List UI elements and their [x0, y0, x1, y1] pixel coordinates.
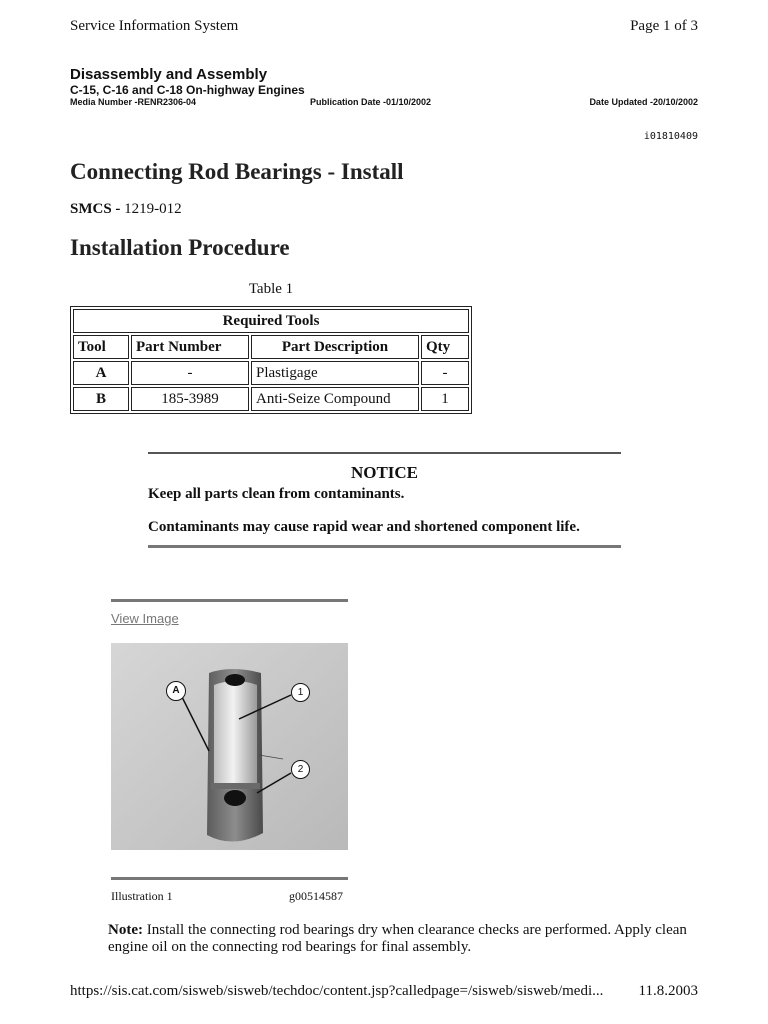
figure-top-rule	[111, 599, 348, 602]
illustration-id: g00514587	[289, 889, 343, 903]
doc-title: Disassembly and Assembly	[70, 66, 268, 83]
smcs-label: SMCS -	[70, 201, 121, 217]
table-cell: -	[421, 361, 469, 385]
note-text: Install the connecting rod bearings dry when clearance checks are performed. Apply clean engine oil on the connecting rod bearings for final assembly.	[108, 922, 687, 955]
page-header-left: Service Information System	[70, 18, 239, 34]
footer-date: 11.8.2003	[638, 983, 698, 999]
section-title: Installation Procedure	[70, 235, 290, 260]
page-title: Connecting Rod Bearings - Install	[70, 159, 404, 184]
column-header: Qty	[421, 335, 469, 359]
illustration-caption: Illustration 1	[111, 889, 173, 903]
table-cell: Plastigage	[251, 361, 419, 385]
table-header-row	[73, 335, 469, 359]
smcs-value: 1219-012	[124, 201, 182, 217]
media-number: Media Number -RENR2306-04	[70, 97, 197, 107]
figure-bottom-rule	[111, 877, 348, 880]
page-number: Page 1 of 3	[630, 18, 698, 34]
column-header: Tool	[73, 335, 129, 359]
table-caption: Table 1	[248, 281, 294, 297]
column-header: Part Description	[251, 335, 419, 359]
column-header: Part Number	[131, 335, 249, 359]
callout-2: 2	[291, 760, 310, 779]
table-row	[73, 361, 469, 385]
note-paragraph	[108, 922, 688, 956]
notice-line-2: Contaminants may cause rapid wear and shortened component life.	[148, 519, 580, 535]
bearing-photo	[111, 643, 348, 850]
footer-url: https://sis.cat.com/sisweb/sisweb/techdoc/content.jsp?calledpage=/sisweb/sisweb/medi...	[70, 983, 604, 999]
notice-line-1: Keep all parts clean from contaminants.	[148, 486, 405, 502]
callout-1: 1	[291, 683, 310, 702]
bearing-illustration	[111, 643, 348, 850]
table-title: Required Tools	[73, 309, 469, 333]
notice-bottom-rule	[148, 545, 621, 548]
notice-top-rule	[148, 452, 621, 454]
table-cell: 1	[421, 387, 469, 411]
table-cell: Anti-Seize Compound	[251, 387, 419, 411]
notice-title: NOTICE	[350, 463, 419, 482]
publication-date: Publication Date -01/10/2002	[310, 97, 432, 107]
table-row	[73, 387, 469, 411]
callout-a: A	[166, 681, 186, 701]
document-id: i01810409	[643, 131, 698, 142]
table-cell: A	[73, 361, 129, 385]
doc-subtitle: C-15, C-16 and C-18 On-highway Engines	[70, 83, 305, 97]
table-cell: 185-3989	[131, 387, 249, 411]
required-tools-table	[70, 306, 472, 414]
table-cell: B	[73, 387, 129, 411]
note-label: Note:	[108, 922, 143, 938]
date-updated: Date Updated -20/10/2002	[589, 97, 698, 107]
view-image-link[interactable]: View Image	[111, 611, 179, 626]
smcs-line	[70, 201, 182, 218]
table-cell: -	[131, 361, 249, 385]
